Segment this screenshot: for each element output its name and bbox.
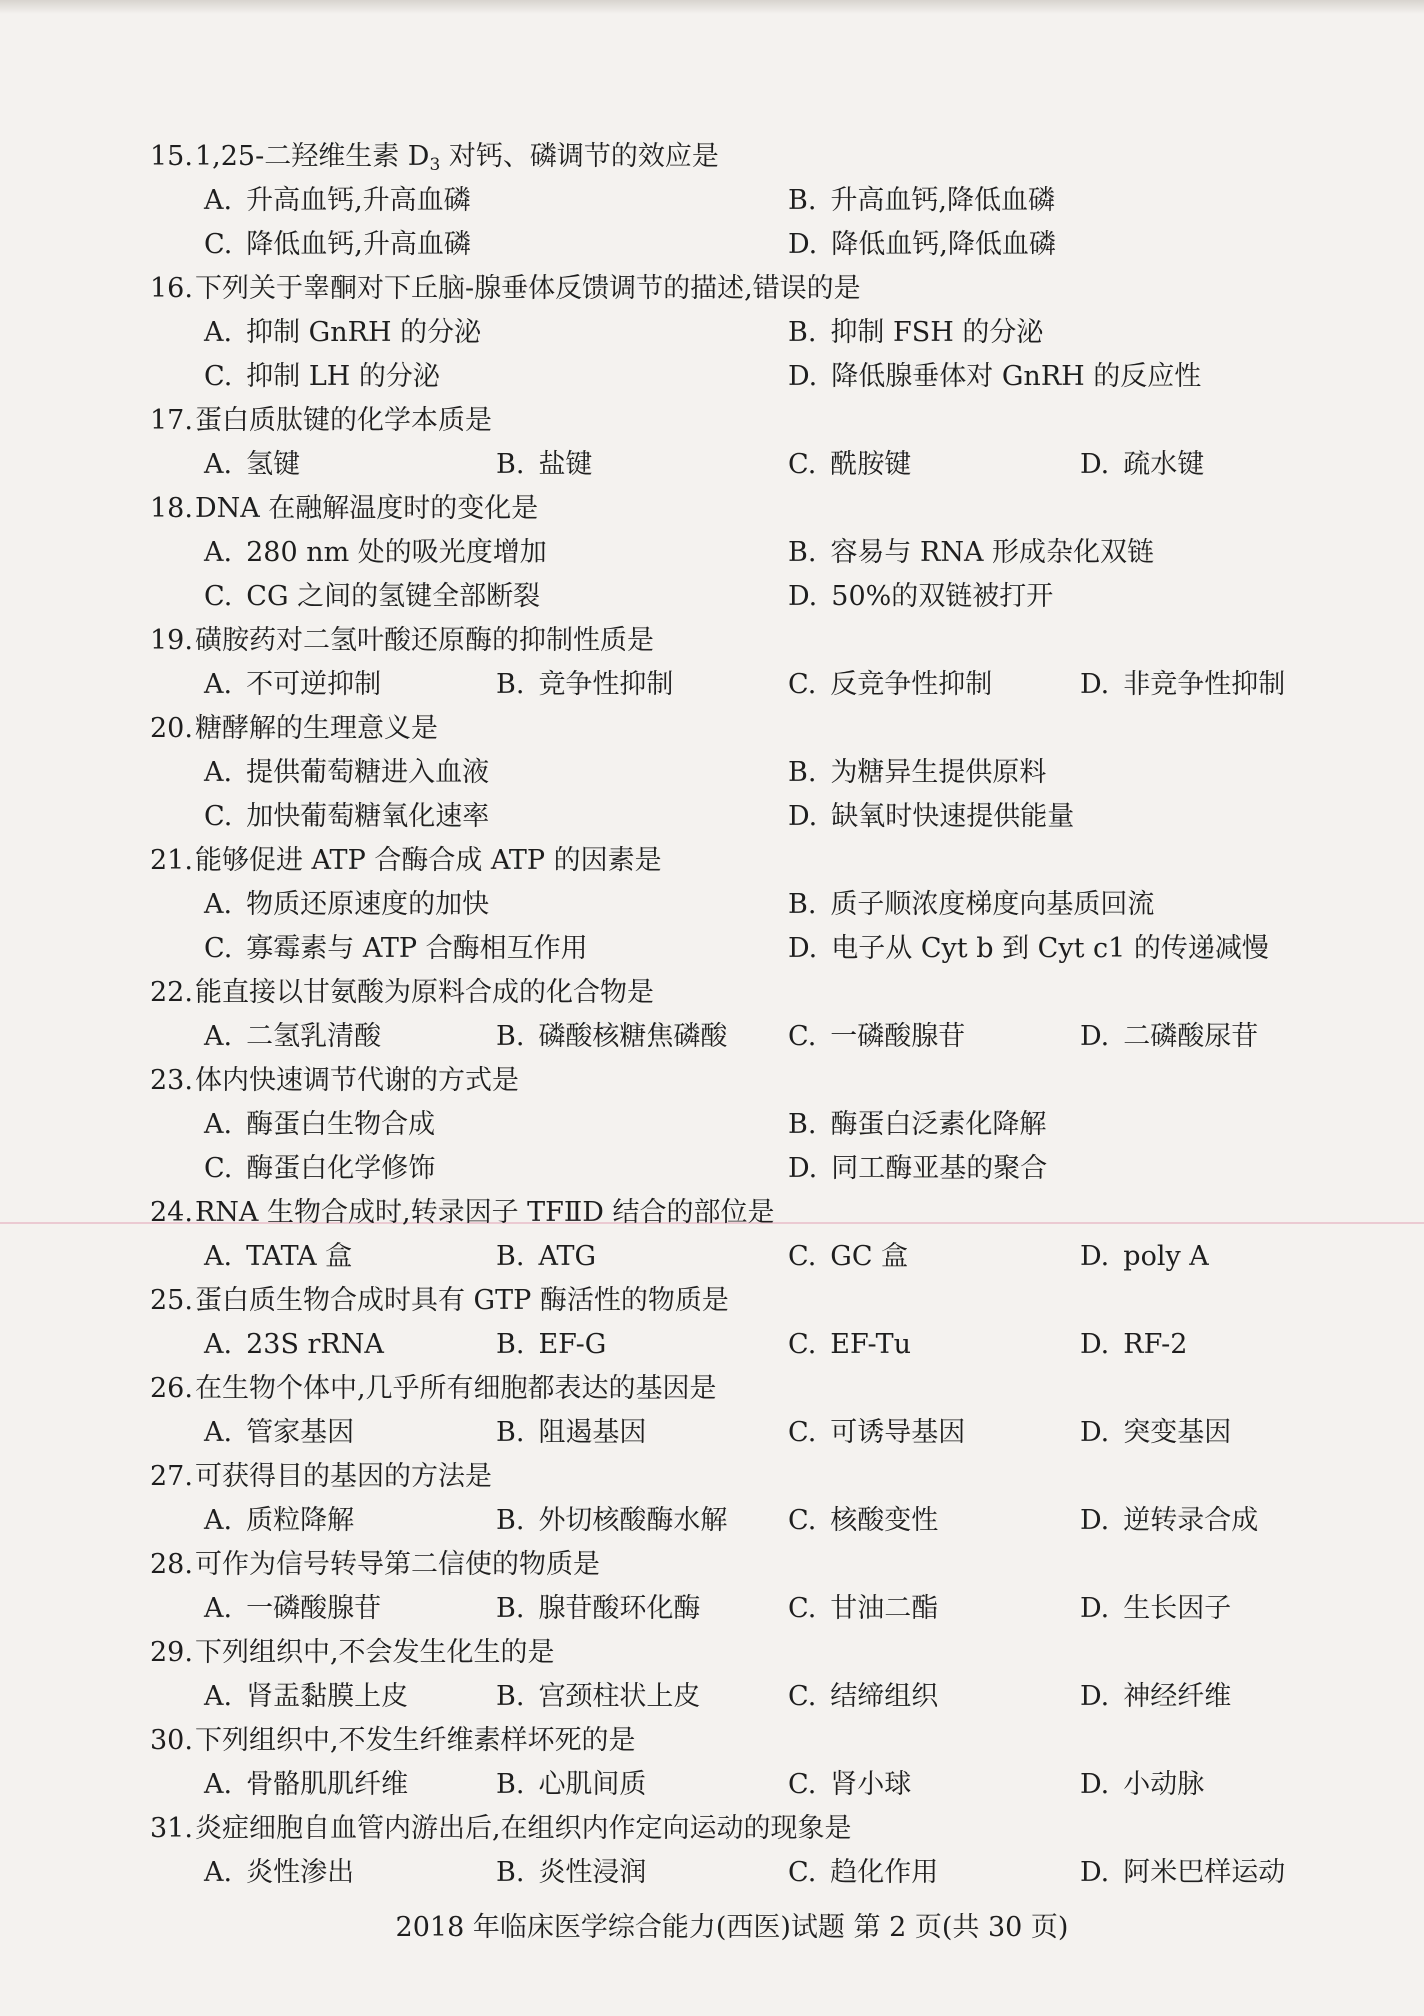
option-letter: C. — [788, 1593, 817, 1624]
option-letter: B. — [788, 1109, 817, 1140]
option-text: 宫颈柱状上皮 — [538, 1681, 701, 1712]
option-group — [150, 1763, 1330, 1807]
option-group — [150, 1015, 1330, 1059]
question-text: 在生物个体中,几乎所有细胞都表达的基因是 — [194, 1373, 717, 1404]
option-letter: A. — [204, 669, 233, 700]
option-text: 酶蛋白化学修饰 — [246, 1153, 436, 1184]
page-footer: 2018 年临床医学综合能力(西医)试题 第 2 页(共 30 页) — [395, 1912, 1069, 1943]
option-letter: B. — [788, 889, 817, 920]
option-b — [496, 1851, 788, 1895]
option-text: 反竞争性抑制 — [830, 669, 993, 700]
option-text: 质粒降解 — [246, 1505, 355, 1536]
option-letter: D. — [788, 801, 818, 832]
question-text: 1,25-二羟维生素 D — [194, 141, 430, 172]
question-25 — [150, 1279, 1330, 1367]
option-text: 280 nm 处的吸光度增加 — [246, 537, 547, 568]
question-21 — [150, 839, 1330, 971]
option-c — [204, 355, 788, 399]
option-letter: B. — [788, 185, 817, 216]
question-number: 21. — [150, 845, 193, 876]
option-letter: C. — [204, 361, 233, 392]
question-text: 能直接以甘氨酸为原料合成的化合物是 — [194, 977, 654, 1008]
question-text: 下列组织中,不发生纤维素样坏死的是 — [194, 1725, 636, 1756]
option-letter: B. — [788, 537, 817, 568]
option-b — [496, 663, 788, 707]
option-text: 容易与 RNA 形成杂化双链 — [830, 537, 1155, 568]
option-a — [204, 311, 788, 355]
option-text: 质子顺浓度梯度向基质回流 — [830, 889, 1155, 920]
option-d — [1080, 663, 1330, 707]
option-b — [788, 179, 1330, 223]
option-a — [204, 1851, 496, 1895]
question-31 — [150, 1807, 1330, 1895]
option-b — [496, 1499, 788, 1543]
question-text: 磺胺药对二氢叶酸还原酶的抑制性质是 — [194, 625, 654, 656]
option-letter: D. — [1080, 1505, 1110, 1536]
question-text: 下列关于睾酮对下丘脑-腺垂体反馈调节的描述,错误的是 — [194, 273, 861, 304]
option-b — [496, 1763, 788, 1807]
option-b — [788, 1103, 1330, 1147]
option-text: 二磷酸尿苷 — [1123, 1021, 1259, 1052]
option-letter: D. — [1080, 669, 1110, 700]
option-a — [204, 531, 788, 575]
option-text: 突变基因 — [1123, 1417, 1232, 1448]
option-text: 甘油二酯 — [830, 1593, 939, 1624]
question-stem — [150, 267, 1330, 311]
question-text: 体内快速调节代谢的方式是 — [194, 1065, 519, 1096]
option-letter: A. — [204, 1857, 233, 1888]
option-text: 生长因子 — [1123, 1593, 1232, 1624]
question-number: 26. — [150, 1373, 193, 1404]
option-text: 肾小球 — [830, 1769, 912, 1800]
option-letter: C. — [204, 229, 233, 260]
question-text: 下列组织中,不会发生化生的是 — [194, 1637, 555, 1668]
question-22 — [150, 971, 1330, 1059]
option-text: 酶蛋白生物合成 — [246, 1109, 436, 1140]
option-text: 抑制 LH 的分泌 — [246, 361, 440, 392]
question-number: 27. — [150, 1461, 193, 1492]
question-stem — [150, 1279, 1330, 1323]
option-a — [204, 179, 788, 223]
option-letter: A. — [204, 185, 233, 216]
question-stem — [150, 1807, 1330, 1851]
option-group — [150, 1323, 1330, 1367]
question-27 — [150, 1455, 1330, 1543]
option-b — [788, 883, 1330, 927]
option-a — [204, 1323, 496, 1367]
option-b — [788, 311, 1330, 355]
question-15 — [150, 135, 1330, 267]
option-letter: D. — [788, 229, 818, 260]
question-text: RNA 生物合成时,转录因子 TFⅡD 结合的部位是 — [194, 1197, 775, 1228]
option-b — [496, 1587, 788, 1631]
option-letter: B. — [496, 1505, 525, 1536]
option-text: 酶蛋白泛素化降解 — [830, 1109, 1047, 1140]
option-group — [150, 883, 1330, 971]
option-d — [1080, 1411, 1330, 1455]
question-text: 能够促进 ATP 合酶合成 ATP 的因素是 — [194, 845, 662, 876]
option-letter: B. — [496, 669, 525, 700]
question-30 — [150, 1719, 1330, 1807]
option-b — [788, 751, 1330, 795]
option-a — [204, 1675, 496, 1719]
option-letter: C. — [788, 669, 817, 700]
option-text: 50%的双链被打开 — [831, 581, 1054, 612]
option-group — [150, 1411, 1330, 1455]
option-group — [150, 1499, 1330, 1543]
option-letter: C. — [788, 1021, 817, 1052]
option-c — [788, 1763, 1080, 1807]
option-b — [496, 1015, 788, 1059]
option-text: 骨骼肌肌纤维 — [246, 1769, 409, 1800]
option-letter: A. — [204, 1329, 233, 1360]
question-17 — [150, 399, 1330, 487]
question-number: 24. — [150, 1197, 193, 1228]
question-number: 15. — [150, 141, 193, 172]
option-text: 疏水键 — [1123, 449, 1205, 480]
option-a — [204, 1411, 496, 1455]
option-letter: B. — [788, 757, 817, 788]
option-c — [788, 1851, 1080, 1895]
option-text: 非竞争性抑制 — [1123, 669, 1286, 700]
option-a — [204, 1235, 496, 1279]
option-c — [788, 1235, 1080, 1279]
option-letter: D. — [1080, 1681, 1110, 1712]
option-b — [496, 1323, 788, 1367]
option-letter: A. — [204, 889, 233, 920]
question-stem — [150, 1719, 1330, 1763]
question-text: 糖酵解的生理意义是 — [194, 713, 438, 744]
option-b — [496, 443, 788, 487]
option-text: 不可逆抑制 — [246, 669, 382, 700]
option-d — [788, 355, 1330, 399]
option-a — [204, 751, 788, 795]
question-24 — [150, 1191, 1330, 1279]
question-26 — [150, 1367, 1330, 1455]
option-letter: C. — [204, 801, 233, 832]
question-text: 可作为信号转导第二信使的物质是 — [194, 1549, 600, 1580]
question-stem — [150, 487, 1330, 531]
option-letter: D. — [1080, 1857, 1110, 1888]
option-group — [150, 531, 1330, 619]
option-text: 炎性浸润 — [538, 1857, 647, 1888]
option-text: CG 之间的氢键全部断裂 — [246, 581, 541, 612]
option-b — [496, 1675, 788, 1719]
question-text: 蛋白质生物合成时具有 GTP 酶活性的物质是 — [194, 1285, 729, 1316]
question-20 — [150, 707, 1330, 839]
option-d — [1080, 1235, 1330, 1279]
option-text: 外切核酸酶水解 — [538, 1505, 728, 1536]
option-text: 核酸变性 — [830, 1505, 939, 1536]
option-d — [1080, 1851, 1330, 1895]
question-number: 18. — [150, 493, 193, 524]
option-text: 肾盂黏膜上皮 — [246, 1681, 409, 1712]
option-letter: D. — [1080, 1021, 1110, 1052]
option-letter: D. — [1080, 1241, 1110, 1272]
question-stem — [150, 1455, 1330, 1499]
question-subscript: 3 — [429, 155, 441, 175]
question-text-continued: 对钙、磷调节的效应是 — [440, 141, 719, 172]
option-letter: B. — [496, 1593, 525, 1624]
option-text: 可诱导基因 — [830, 1417, 966, 1448]
option-letter: C. — [788, 1857, 817, 1888]
option-letter: C. — [788, 1769, 817, 1800]
option-text: poly A — [1123, 1241, 1209, 1272]
option-a — [204, 1499, 496, 1543]
question-29 — [150, 1631, 1330, 1719]
option-text: 二氢乳清酸 — [246, 1021, 382, 1052]
question-stem — [150, 399, 1330, 443]
option-text: 酰胺键 — [830, 449, 912, 480]
option-text: 提供葡萄糖进入血液 — [246, 757, 490, 788]
question-number: 25. — [150, 1285, 193, 1316]
option-a — [204, 443, 496, 487]
option-text: 磷酸核糖焦磷酸 — [538, 1021, 728, 1052]
option-letter: D. — [1080, 1417, 1110, 1448]
option-letter: B. — [496, 1021, 525, 1052]
option-text: TATA 盒 — [246, 1241, 353, 1272]
option-c — [788, 1587, 1080, 1631]
option-text: RF-2 — [1123, 1329, 1188, 1360]
option-group — [150, 1103, 1330, 1191]
option-letter: A. — [204, 1241, 233, 1272]
option-letter: C. — [788, 449, 817, 480]
option-d — [788, 795, 1330, 839]
option-letter: B. — [496, 1241, 525, 1272]
option-letter: B. — [496, 1329, 525, 1360]
option-letter: C. — [204, 581, 233, 612]
option-text: 心肌间质 — [538, 1769, 647, 1800]
question-19 — [150, 619, 1330, 707]
question-stem — [150, 839, 1330, 883]
option-c — [204, 223, 788, 267]
option-d — [1080, 1015, 1330, 1059]
option-text: 炎性渗出 — [246, 1857, 355, 1888]
option-c — [788, 1675, 1080, 1719]
question-stem — [150, 1543, 1330, 1587]
page-edge-shadow — [0, 0, 1424, 14]
question-number: 19. — [150, 625, 193, 656]
option-c — [204, 795, 788, 839]
option-text: 降低血钙,降低血磷 — [831, 229, 1056, 260]
option-letter: A. — [204, 317, 233, 348]
question-stem — [150, 707, 1330, 751]
option-text: 结缔组织 — [830, 1681, 939, 1712]
option-letter: C. — [204, 933, 233, 964]
option-letter: B. — [496, 449, 525, 480]
question-18 — [150, 487, 1330, 619]
option-text: GC 盒 — [830, 1241, 909, 1272]
option-text: 逆转录合成 — [1123, 1505, 1259, 1536]
question-28 — [150, 1543, 1330, 1631]
question-text: 可获得目的基因的方法是 — [194, 1461, 492, 1492]
option-d — [1080, 1675, 1330, 1719]
option-text: 神经纤维 — [1123, 1681, 1232, 1712]
option-text: EF-Tu — [830, 1329, 912, 1360]
option-text: 阻遏基因 — [538, 1417, 647, 1448]
option-letter: C. — [788, 1681, 817, 1712]
option-c — [788, 443, 1080, 487]
option-text: 降低血钙,升高血磷 — [246, 229, 471, 260]
option-letter: D. — [1080, 1593, 1110, 1624]
option-letter: D. — [1080, 449, 1110, 480]
option-c — [204, 927, 788, 971]
question-number: 22. — [150, 977, 193, 1008]
option-letter: A. — [204, 1417, 233, 1448]
option-c — [788, 1323, 1080, 1367]
question-number: 31. — [150, 1813, 193, 1844]
question-stem — [150, 135, 1330, 179]
option-group — [150, 1235, 1330, 1279]
option-d — [788, 1147, 1330, 1191]
option-group — [150, 179, 1330, 267]
option-text: 寡霉素与 ATP 合酶相互作用 — [246, 933, 588, 964]
option-text: ATG — [538, 1241, 597, 1272]
option-text: 加快葡萄糖氧化速率 — [246, 801, 490, 832]
option-a — [204, 663, 496, 707]
question-number: 16. — [150, 273, 193, 304]
option-letter: A. — [204, 1109, 233, 1140]
option-c — [788, 1015, 1080, 1059]
option-group — [150, 751, 1330, 839]
option-letter: B. — [788, 317, 817, 348]
question-text: 炎症细胞自血管内游出后,在组织内作定向运动的现象是 — [194, 1813, 852, 1844]
option-group — [150, 1851, 1330, 1895]
option-text: 腺苷酸环化酶 — [538, 1593, 701, 1624]
option-d — [1080, 1323, 1330, 1367]
option-d — [1080, 1587, 1330, 1631]
question-number: 28. — [150, 1549, 193, 1580]
question-stem — [150, 1367, 1330, 1411]
option-d — [1080, 1499, 1330, 1543]
option-text: 抑制 FSH 的分泌 — [830, 317, 1044, 348]
option-c — [204, 1147, 788, 1191]
option-text: 阿米巴样运动 — [1123, 1857, 1286, 1888]
option-c — [788, 1411, 1080, 1455]
option-letter: A. — [204, 449, 233, 480]
option-c — [788, 1499, 1080, 1543]
option-group — [150, 1587, 1330, 1631]
option-text: 小动脉 — [1123, 1769, 1205, 1800]
option-letter: B. — [496, 1681, 525, 1712]
option-letter: D. — [1080, 1329, 1110, 1360]
option-d — [1080, 443, 1330, 487]
option-group — [150, 443, 1330, 487]
option-group — [150, 1675, 1330, 1719]
option-text: 物质还原速度的加快 — [246, 889, 490, 920]
option-letter: B. — [496, 1769, 525, 1800]
option-text: 电子从 Cyt b 到 Cyt c1 的传递减慢 — [831, 933, 1269, 964]
question-stem — [150, 1191, 1330, 1235]
question-number: 29. — [150, 1637, 193, 1668]
option-letter: C. — [788, 1241, 817, 1272]
option-group — [150, 663, 1330, 707]
option-letter: D. — [788, 361, 818, 392]
option-text: 升高血钙,降低血磷 — [830, 185, 1056, 216]
option-letter: B. — [496, 1857, 525, 1888]
option-letter: A. — [204, 1681, 233, 1712]
option-a — [204, 883, 788, 927]
option-b — [496, 1411, 788, 1455]
option-letter: D. — [788, 933, 818, 964]
option-text: 氢键 — [246, 449, 301, 480]
option-text: 缺氧时快速提供能量 — [831, 801, 1075, 832]
option-a — [204, 1763, 496, 1807]
option-text: EF-G — [538, 1329, 607, 1360]
option-a — [204, 1103, 788, 1147]
question-text: DNA 在融解温度时的变化是 — [194, 493, 539, 524]
option-letter: B. — [496, 1417, 525, 1448]
option-c — [788, 663, 1080, 707]
option-text: 管家基因 — [246, 1417, 355, 1448]
question-16 — [150, 267, 1330, 399]
option-d — [788, 223, 1330, 267]
option-text: 降低腺垂体对 GnRH 的反应性 — [831, 361, 1202, 392]
option-letter: A. — [204, 1769, 233, 1800]
option-letter: A. — [204, 537, 233, 568]
option-text: 抑制 GnRH 的分泌 — [246, 317, 482, 348]
option-text: 一磷酸腺苷 — [830, 1021, 966, 1052]
option-text: 盐键 — [538, 449, 593, 480]
option-text: 趋化作用 — [830, 1857, 939, 1888]
option-letter: C. — [788, 1329, 817, 1360]
question-number: 23. — [150, 1065, 193, 1096]
option-c — [204, 575, 788, 619]
option-text: 升高血钙,升高血磷 — [246, 185, 471, 216]
question-23 — [150, 1059, 1330, 1191]
option-letter: C. — [204, 1153, 233, 1184]
option-a — [204, 1587, 496, 1631]
option-letter: D. — [788, 581, 818, 612]
question-number: 17. — [150, 405, 193, 436]
option-letter: D. — [788, 1153, 818, 1184]
question-stem — [150, 971, 1330, 1015]
question-stem — [150, 619, 1330, 663]
question-number: 20. — [150, 713, 193, 744]
option-a — [204, 1015, 496, 1059]
option-letter: A. — [204, 1021, 233, 1052]
option-group — [150, 311, 1330, 399]
option-letter: A. — [204, 757, 233, 788]
option-text: 竞争性抑制 — [538, 669, 674, 700]
question-stem — [150, 1059, 1330, 1103]
option-letter: A. — [204, 1593, 233, 1624]
question-stem — [150, 1631, 1330, 1675]
option-b — [496, 1235, 788, 1279]
question-text: 蛋白质肽键的化学本质是 — [194, 405, 492, 436]
option-text: 同工酶亚基的聚合 — [831, 1153, 1048, 1184]
option-d — [1080, 1763, 1330, 1807]
question-list — [150, 135, 1330, 1895]
option-d — [788, 927, 1330, 971]
option-letter: C. — [788, 1505, 817, 1536]
option-text: 23S rRNA — [246, 1329, 384, 1360]
option-text: 为糖异生提供原料 — [830, 757, 1047, 788]
question-number: 30. — [150, 1725, 193, 1756]
option-b — [788, 531, 1330, 575]
option-letter: A. — [204, 1505, 233, 1536]
option-text: 一磷酸腺苷 — [246, 1593, 382, 1624]
option-letter: D. — [1080, 1769, 1110, 1800]
option-d — [788, 575, 1330, 619]
option-letter: C. — [788, 1417, 817, 1448]
